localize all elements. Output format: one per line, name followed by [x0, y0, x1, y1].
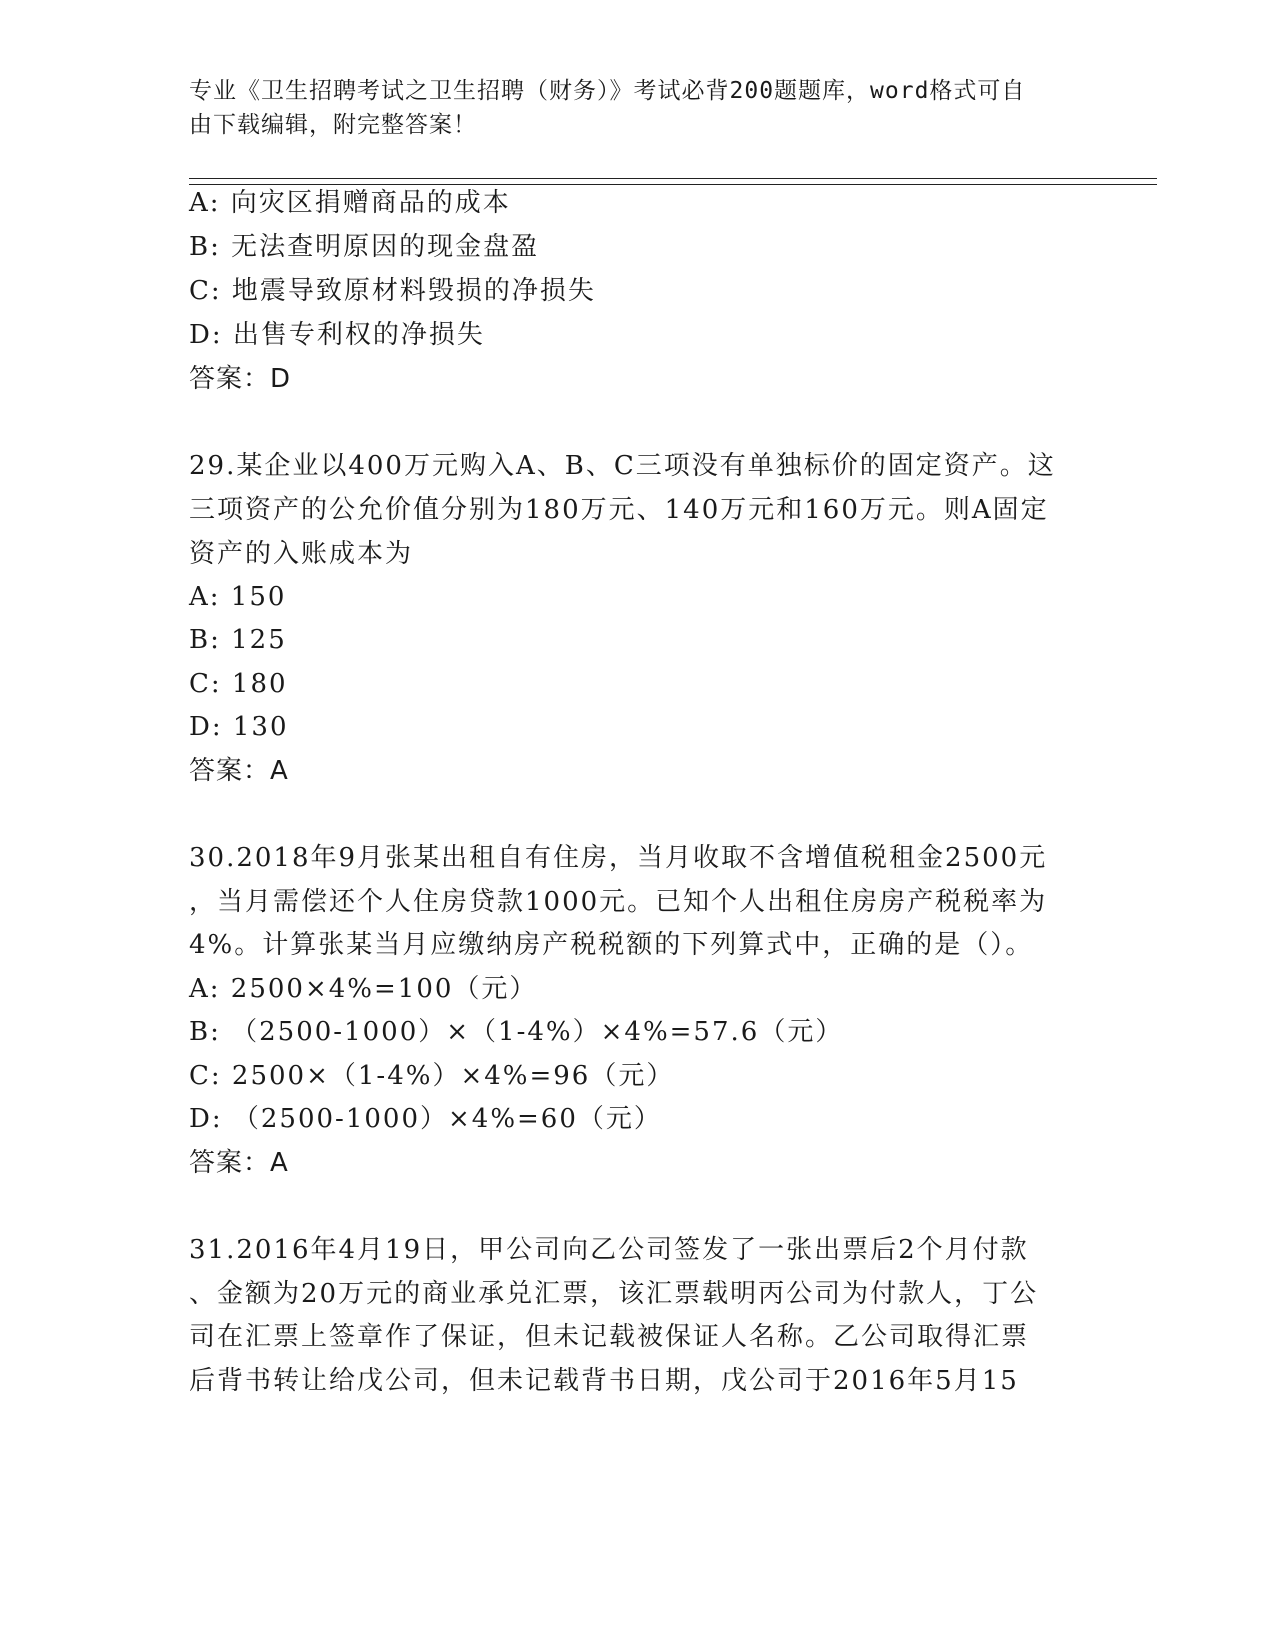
header-line-1: 专业《卫生招聘考试之卫生招聘（财务）》考试必背200题题库，word格式可自: [189, 78, 1026, 104]
q28-option-b: B: 无法查明原因的现金盘盈: [189, 232, 540, 262]
q29-stem-line-1: 29.某企业以400万元购入A、B、C三项没有单独标价的固定资产。这: [189, 451, 1056, 481]
q30-option-b: B: （2500-1000）×（1-4%）×4%=57.6（元）: [189, 1017, 844, 1047]
q29-option-d: D: 130: [189, 712, 289, 742]
q30-answer: 答案：A: [189, 1148, 289, 1178]
q30-stem-line-3: 4%。计算张某当月应缴纳房产税税额的下列算式中，正确的是（）。: [189, 930, 1034, 960]
q29-stem-line-3: 资产的入账成本为: [189, 539, 414, 569]
q31-stem-line-2: 、金额为20万元的商业承兑汇票，该汇票载明丙公司为付款人，丁公: [189, 1279, 1039, 1309]
q29-answer: 答案：A: [189, 756, 289, 786]
q30-option-d: D: （2500-1000）×4%=60（元）: [189, 1104, 662, 1134]
q29-option-c: C: 180: [189, 669, 288, 699]
q28-option-c: C: 地震导致原材料毁损的净损失: [189, 276, 596, 306]
header-line-2: 由下载编辑，附完整答案！: [189, 112, 477, 138]
q29-option-a: A: 150: [189, 582, 287, 612]
q28-option-a: A: 向灾区捐赠商品的成本: [189, 188, 511, 218]
header-divider-top: [189, 178, 1157, 179]
q30-stem-line-1: 30.2018年9月张某出租自有住房，当月收取不含增值税租金2500元: [189, 843, 1048, 873]
q31-stem-line-1: 31.2016年4月19日，甲公司向乙公司签发了一张出票后2个月付款: [189, 1235, 1029, 1265]
q31-stem-line-4: 后背书转让给戊公司，但未记载背书日期，戊公司于2016年5月15: [189, 1366, 1019, 1396]
q28-answer: 答案：D: [189, 364, 292, 394]
q30-option-c: C: 2500×（1-4%）×4%=96（元）: [189, 1061, 675, 1091]
q29-stem-line-2: 三项资产的公允价值分别为180万元、140万元和160万元。则A固定: [189, 495, 1049, 525]
document-header: [189, 74, 1069, 142]
q31-stem-line-3: 司在汇票上签章作了保证，但未记载被保证人名称。乙公司取得汇票: [189, 1322, 1030, 1352]
header-divider-bottom: [189, 184, 1157, 185]
q30-stem-line-2: ，当月需偿还个人住房贷款1000元。已知个人出租住房房产税税率为: [189, 887, 1048, 917]
q29-option-b: B: 125: [189, 625, 287, 655]
q30-option-a: A: 2500×4%=100（元）: [189, 974, 538, 1004]
q28-option-d: D: 出售专利权的净损失: [189, 320, 485, 350]
